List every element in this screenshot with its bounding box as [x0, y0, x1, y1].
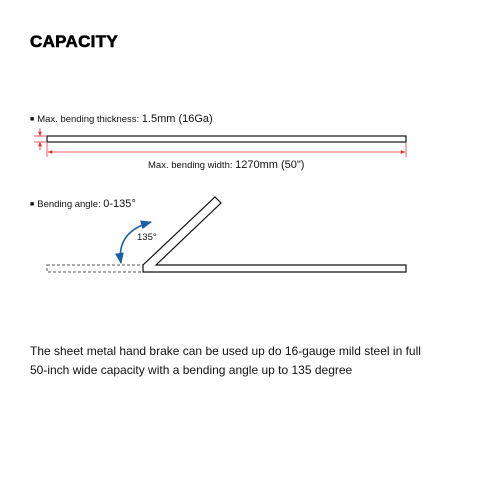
page-title: CAPACITY	[30, 32, 119, 51]
spec-angle-label: Bending angle:	[37, 199, 101, 210]
description-line-1: The sheet metal hand brake can be used up do 16-gauge mild steel in full	[30, 344, 421, 358]
spec-thickness-value: 1.5mm (16Ga)	[141, 113, 213, 125]
spec-angle	[30, 198, 136, 210]
description	[30, 342, 450, 380]
description-line-2: 50-inch wide capacity with a bending angle up to 135 degree	[30, 363, 353, 377]
bullet-icon: ■	[30, 116, 35, 123]
spec-width-label: Max. bending width:	[148, 160, 233, 171]
spec-thickness-label: Max. bending thickness:	[37, 114, 140, 125]
sheet-plate	[47, 136, 406, 142]
spec-width-value: 1270mm (50")	[235, 159, 305, 171]
bent-sheet	[143, 197, 406, 272]
flat-sheet-dashed	[47, 265, 143, 272]
spec-angle-value: 0-135°	[103, 198, 136, 210]
bullet-icon: ■	[30, 201, 35, 208]
angle-marker-label: 135°	[137, 232, 157, 243]
spec-width	[148, 159, 304, 171]
